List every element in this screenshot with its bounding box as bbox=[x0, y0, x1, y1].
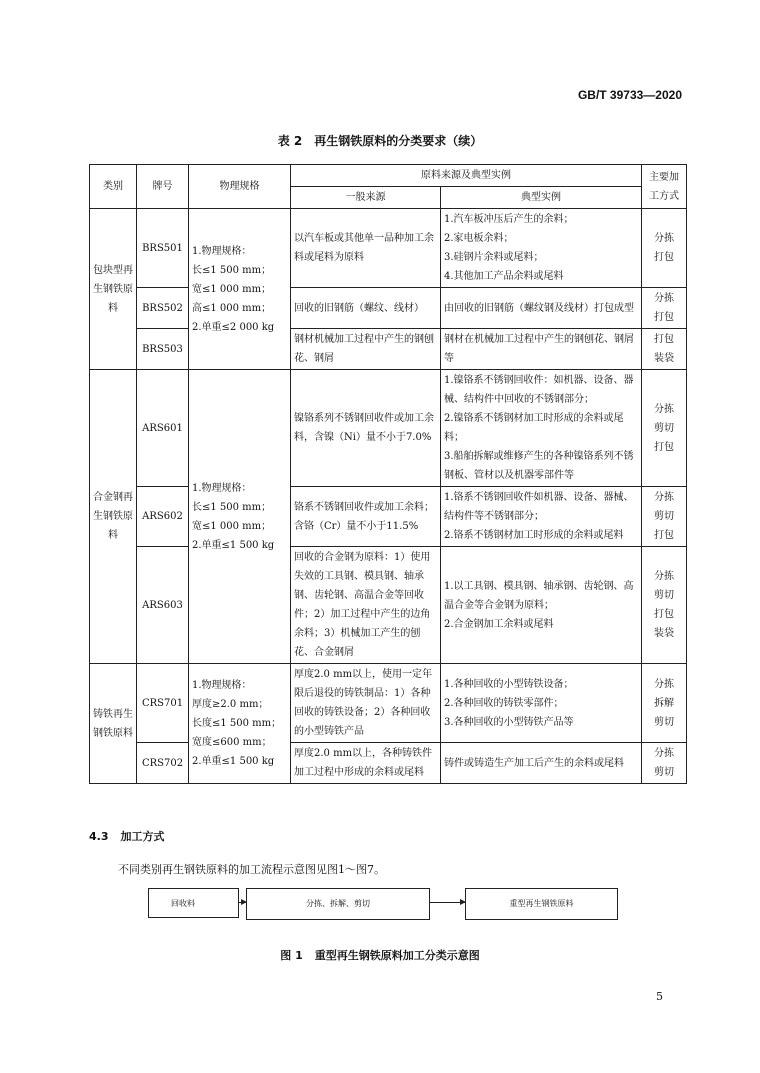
cell-general-source: 回收的旧钢筋（螺纹、线材） bbox=[291, 288, 441, 329]
cell-main-processing bbox=[642, 209, 687, 288]
cell-general-source: 镍铬系列不锈钢回收件或加工余料，含镍（Ni）量不小于7.0% bbox=[291, 370, 441, 487]
typical-line: 3.船舶拆解或维修产生的各种镍铬系列不锈钢板、管材以及机器零部件等 bbox=[444, 451, 634, 481]
figure-caption-text: 重型再生钢铁原料加工分类示意图 bbox=[314, 949, 480, 962]
cell-grade: ARS602 bbox=[137, 487, 189, 547]
processing-line: 分拣 bbox=[654, 403, 674, 415]
cell-category: 包块型再生钢铁原料 bbox=[90, 209, 137, 370]
process-flowchart bbox=[148, 888, 618, 920]
flow-step-recycled-material: 回收料 bbox=[148, 888, 239, 918]
spec-line: 厚度≥2.0 mm； bbox=[192, 699, 269, 710]
header-typical-example: 典型实例 bbox=[441, 187, 642, 209]
spec-line: 高≤1 000 mm； bbox=[192, 302, 272, 314]
processing-line: 剪切 bbox=[654, 511, 674, 522]
table-row bbox=[90, 547, 687, 664]
cell-general-source: 以汽车板或其他单一品种加工余料或尾料为原料 bbox=[291, 209, 441, 288]
table-row bbox=[90, 370, 687, 487]
table-row bbox=[90, 743, 687, 784]
processing-line: 分拣 bbox=[654, 233, 674, 244]
header-grade: 牌号 bbox=[137, 165, 189, 209]
spec-line: 长≤1 500 mm； bbox=[192, 501, 272, 513]
processing-line: 分拣 bbox=[654, 678, 674, 690]
processing-line: 剪切 bbox=[654, 767, 674, 778]
section-heading bbox=[89, 828, 165, 844]
spec-line: 2.单重≤1 500 kg bbox=[192, 539, 275, 551]
spec-line: 2.单重≤2 000 kg bbox=[192, 321, 275, 333]
spec-line: 宽≤1 000 mm； bbox=[192, 520, 272, 532]
cell-physical-spec bbox=[189, 370, 291, 664]
typical-line: 2.镍铬系不锈钢材加工时形成的余料或尾料； bbox=[444, 413, 624, 443]
typical-line: 1.铬系不锈钢回收件如机器、设备、器械、结构件等不锈钢部分； bbox=[444, 492, 634, 522]
cell-typical-example bbox=[441, 743, 642, 784]
cell-general-source: 铬系不锈钢回收件或加工余料；含铬（Cr）量不小于11.5% bbox=[291, 487, 441, 547]
typical-line: 由回收的旧钢筋（螺纹钢及线材）打包成型 bbox=[444, 302, 634, 314]
cell-typical-example bbox=[441, 288, 642, 329]
cell-general-source: 厚度2.0 mm以上，使用一定年限后退役的铸铁制品：1）各种回收的铸铁设备；2）各种回收的小型铸铁产品 bbox=[291, 664, 441, 743]
cell-grade: ARS603 bbox=[137, 547, 189, 664]
table-row bbox=[90, 487, 687, 547]
processing-line: 打包 bbox=[654, 530, 674, 541]
processing-line: 剪切 bbox=[654, 422, 674, 434]
cell-typical-example bbox=[441, 487, 642, 547]
figure-number: 图 1 bbox=[280, 949, 303, 962]
cell-grade: CRS702 bbox=[137, 743, 189, 784]
cell-category: 合金钢再生钢铁原料 bbox=[90, 370, 137, 664]
spec-line: 1.物理规格： bbox=[192, 245, 252, 257]
cell-main-processing bbox=[642, 664, 687, 743]
section-number: 4.3 bbox=[89, 830, 109, 843]
processing-line: 分拣 bbox=[654, 492, 674, 503]
flow-arrow-2 bbox=[429, 902, 465, 903]
header-category: 类别 bbox=[90, 165, 137, 209]
section-title: 加工方式 bbox=[120, 830, 165, 843]
processing-line: 分拣 bbox=[654, 571, 674, 582]
cell-main-processing bbox=[642, 288, 687, 329]
typical-line: 3.各种回收的小型铸铁产品等 bbox=[444, 716, 574, 728]
typical-line: 1.汽车板冲压后产生的余料； bbox=[444, 214, 574, 225]
cell-main-processing bbox=[642, 547, 687, 664]
table-row bbox=[90, 209, 687, 288]
cell-main-processing bbox=[642, 329, 687, 370]
cell-grade: BRS503 bbox=[137, 329, 189, 370]
processing-line: 拆解 bbox=[654, 697, 674, 709]
processing-line: 分拣 bbox=[654, 748, 674, 759]
flow-step-heavy-material: 重型再生钢铁原料 bbox=[465, 888, 618, 920]
processing-line: 装袋 bbox=[654, 628, 674, 639]
processing-line: 打包 bbox=[654, 312, 674, 323]
classification-table bbox=[89, 164, 687, 784]
section-paragraph: 不同类别再生钢铁原料的加工流程示意图见图1～图7。 bbox=[118, 863, 385, 876]
cell-physical-spec bbox=[189, 664, 291, 784]
table-row bbox=[90, 329, 687, 370]
typical-line: 2.铬系不锈钢材加工时形成的余料或尾料 bbox=[444, 530, 624, 541]
page-number: 5 bbox=[656, 990, 663, 1003]
cell-typical-example bbox=[441, 209, 642, 288]
cell-typical-example bbox=[441, 370, 642, 487]
typical-line: 钢材在机械加工过程中产生的钢刨花、钢屑等 bbox=[444, 334, 634, 364]
typical-line: 4.其他加工产品余料或尾料 bbox=[444, 271, 564, 282]
flow-arrow-1 bbox=[239, 902, 246, 903]
flow-step-processing: 分拣、拆解、剪切 bbox=[246, 888, 430, 920]
table-row bbox=[90, 288, 687, 329]
cell-grade: BRS501 bbox=[137, 209, 189, 288]
cell-typical-example bbox=[441, 547, 642, 664]
cell-category: 铸铁再生钢铁原料 bbox=[90, 664, 137, 784]
table-row bbox=[90, 664, 687, 743]
typical-line: 铸件或铸造生产加工后产生的余料或尾料 bbox=[444, 757, 624, 769]
spec-line: 长≤1 500 mm； bbox=[192, 264, 272, 276]
processing-line: 打包 bbox=[654, 252, 674, 263]
cell-typical-example bbox=[441, 329, 642, 370]
cell-main-processing bbox=[642, 487, 687, 547]
cell-grade: BRS502 bbox=[137, 288, 189, 329]
cell-physical-spec bbox=[189, 209, 291, 370]
processing-line: 打包 bbox=[654, 441, 674, 453]
cell-main-processing bbox=[642, 370, 687, 487]
cell-grade: CRS701 bbox=[137, 664, 189, 743]
spec-line: 宽度≤600 mm； bbox=[192, 737, 272, 748]
processing-line: 打包 bbox=[654, 334, 674, 345]
header-general-source: 一般来源 bbox=[291, 187, 441, 209]
cell-general-source: 厚度2.0 mm以上，各种铸铁件加工过程中形成的余料或尾料 bbox=[291, 743, 441, 784]
processing-line: 装袋 bbox=[654, 353, 674, 364]
header-physical-spec: 物理规格 bbox=[189, 165, 291, 209]
cell-general-source: 回收的合金钢为原料：1）使用失效的工具钢、模具钢、轴承钢、齿轮钢、高温合金等回收件；2）加工过程中产生的边角余料；3）机械加工产生的刨花、合金钢屑 bbox=[291, 547, 441, 664]
standard-code: GB/T 39733—2020 bbox=[577, 88, 682, 102]
spec-line: 2.单重≤1 500 kg bbox=[192, 756, 275, 767]
cell-grade: ARS601 bbox=[137, 370, 189, 487]
typical-line: 1.镍铬系不锈钢回收件：如机器、设备、器械、结构件中回收的不锈钢部分； bbox=[444, 375, 634, 405]
processing-line: 剪切 bbox=[654, 590, 674, 601]
header-source-group: 原料来源及典型实例 bbox=[291, 165, 642, 187]
processing-line: 打包 bbox=[654, 609, 674, 620]
spec-line: 长度≤1 500 mm； bbox=[192, 718, 282, 729]
spec-line: 宽≤1 000 mm； bbox=[192, 283, 272, 295]
cell-main-processing bbox=[642, 743, 687, 784]
spec-line: 1.物理规格： bbox=[192, 482, 252, 494]
typical-line: 1.各种回收的小型铸铁设备； bbox=[444, 678, 574, 690]
typical-line: 3.硅钢片余料或尾料； bbox=[444, 252, 544, 263]
typical-line: 1.以工具钢、模具钢、轴承钢、齿轮钢、高温合金等合金钢为原料； bbox=[444, 580, 634, 611]
header-main-processing: 主要加工方式 bbox=[642, 165, 687, 209]
table-title: 表 2 再生钢铁原料的分类要求（续） bbox=[277, 134, 483, 148]
cell-general-source: 钢材机械加工过程中产生的钢刨花、钢屑 bbox=[291, 329, 441, 370]
processing-line: 剪切 bbox=[654, 716, 674, 728]
cell-typical-example bbox=[441, 664, 642, 743]
spec-line: 1.物理规格： bbox=[192, 680, 252, 691]
typical-line: 2.各种回收的铸铁零部件； bbox=[444, 697, 564, 709]
processing-line: 分拣 bbox=[654, 293, 674, 304]
figure-caption bbox=[0, 947, 760, 963]
typical-line: 2.家电板余料； bbox=[444, 233, 514, 244]
typical-line: 2.合金钢加工余料或尾料 bbox=[444, 618, 554, 630]
